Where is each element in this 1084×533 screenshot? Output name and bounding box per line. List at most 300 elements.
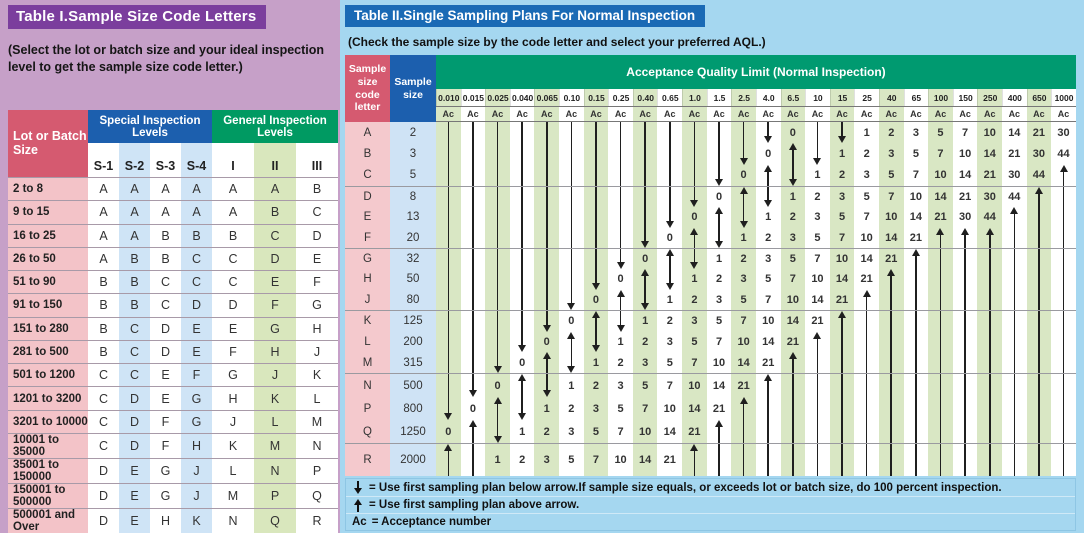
lot-size-cell: 16 to 25	[8, 225, 88, 247]
acceptance-number-cell: 14	[633, 444, 658, 476]
lot-or-batch-size-header: Lot or Batch Size	[8, 110, 88, 177]
down-arrow-icon	[731, 207, 756, 227]
arrow-line	[879, 290, 904, 310]
ac-label: Ac	[461, 107, 486, 121]
arrow-line	[436, 269, 461, 289]
down-arrow-icon	[805, 143, 830, 164]
ac-label: Ac	[633, 107, 658, 121]
legend-row	[346, 479, 1075, 496]
plan-row	[436, 444, 1076, 476]
arrow-line	[436, 122, 461, 143]
down-arrow-icon	[608, 311, 633, 332]
code-letter: B	[363, 147, 372, 160]
acceptance-number-cell: 21	[707, 397, 732, 420]
aql-value-label: 0.25	[608, 89, 633, 106]
lot-size-cell: 150001 to 500000	[8, 484, 88, 508]
ac-label: Ac	[928, 107, 953, 121]
special-inspection-levels-header: Special Inspection Levels	[88, 110, 212, 143]
down-arrow-icon	[352, 481, 364, 494]
code-letter-cell: A	[181, 178, 212, 200]
arrow-line	[1002, 444, 1027, 476]
arrow-line	[879, 420, 904, 443]
arrow-line	[657, 143, 682, 164]
aql-value-label: 0.015	[461, 89, 486, 106]
code-letter-cell: A	[119, 225, 150, 247]
code-letter-cell: G	[212, 364, 254, 386]
arrow-line	[461, 249, 486, 269]
arrow-line	[854, 397, 879, 420]
acceptance-number-cell: 21	[781, 332, 806, 353]
table1-row	[8, 270, 338, 293]
acceptance-number-cell: 30	[1027, 143, 1052, 164]
code-letter-cell: C	[119, 364, 150, 386]
up-arrow-icon	[928, 228, 953, 248]
acceptance-number-cell: 2	[731, 249, 756, 269]
arrow-line	[953, 444, 978, 476]
down-arrow-icon	[485, 420, 510, 443]
arrow-line	[805, 122, 830, 143]
ac-label: Ac	[977, 107, 1002, 121]
acceptance-number-cell: 0	[534, 332, 559, 353]
arrow-line	[805, 374, 830, 397]
arrow-line	[485, 122, 510, 143]
code-letter-cell: D	[150, 341, 181, 363]
down-arrow-icon	[707, 228, 732, 248]
arrow-line	[461, 290, 486, 310]
arrow-line	[1027, 444, 1052, 476]
down-arrow-icon	[510, 332, 535, 353]
code-letter-cell: F	[254, 294, 296, 316]
arrow-line	[854, 444, 879, 476]
arrow-line	[1027, 420, 1052, 443]
up-arrow-icon	[879, 269, 904, 289]
sample-size-value: 3	[409, 147, 417, 160]
arrow-line	[559, 228, 584, 248]
acceptance-number-cell: 10	[633, 420, 658, 443]
table2-panel	[340, 0, 1084, 533]
arrow-line	[485, 290, 510, 310]
arrow-line	[781, 374, 806, 397]
acceptance-number-cell: 10	[707, 352, 732, 373]
ac-label: Ac	[534, 107, 559, 121]
arrow-line	[485, 207, 510, 227]
up-arrow-icon	[756, 165, 781, 186]
aql-value-label: 2.5	[731, 89, 756, 106]
acceptance-number-cell: 10	[731, 332, 756, 353]
down-arrow-icon	[584, 332, 609, 353]
up-arrow-icon	[461, 420, 486, 443]
group-sample-sizes	[390, 249, 436, 310]
arrow-line	[1002, 332, 1027, 353]
aql-header: Acceptance Quality Limit (Normal Inspection)	[436, 55, 1076, 89]
arrow-line	[904, 352, 929, 373]
aql-value-label: 0.40	[633, 89, 658, 106]
arrow-line	[436, 311, 461, 332]
acceptance-number-cell: 7	[879, 187, 904, 207]
code-letter-cell: A	[88, 178, 119, 200]
acceptance-number-cell: 10	[657, 397, 682, 420]
arrow-line	[608, 122, 633, 143]
ac-label: Ac	[1002, 107, 1027, 121]
code-letter-group	[345, 443, 1076, 476]
arrow-line	[1051, 290, 1076, 310]
acceptance-number-cell: 3	[879, 143, 904, 164]
acceptance-number-cell: 0	[485, 374, 510, 397]
lot-size-cell: 51 to 90	[8, 271, 88, 293]
acceptance-number-cell: 7	[953, 122, 978, 143]
acceptance-number-cell: 1	[854, 122, 879, 143]
group-code-letters	[345, 311, 390, 373]
acceptance-number-cell: 0	[657, 228, 682, 248]
down-arrow-icon	[830, 122, 855, 143]
acceptance-number-cell: 14	[707, 374, 732, 397]
table1-row	[8, 508, 338, 533]
arrow-line	[830, 352, 855, 373]
acceptance-number-cell: 21	[756, 352, 781, 373]
up-arrow-icon	[977, 228, 1002, 248]
arrow-line	[830, 444, 855, 476]
ac-label: Ac	[485, 107, 510, 121]
arrow-line	[977, 420, 1002, 443]
arrow-line	[584, 143, 609, 164]
aql-value-label: 0.010	[436, 89, 461, 106]
inspection-level-label-III: III	[296, 143, 338, 177]
down-arrow-icon	[756, 187, 781, 207]
table2-title: Table II.Single Sampling Plans For Normal Inspection	[345, 5, 705, 27]
acceptance-number-cell: 1	[657, 290, 682, 310]
arrow-line	[756, 397, 781, 420]
code-letter-group	[345, 248, 1076, 310]
lot-size-cell: 500001 and Over	[8, 509, 88, 533]
acceptance-number-cell: 2	[608, 352, 633, 373]
inspection-level-label-S-4: S-4	[181, 143, 212, 177]
group-code-letters	[345, 122, 390, 186]
arrow-line	[584, 187, 609, 207]
arrow-line	[928, 374, 953, 397]
sample-size-value: 8	[409, 191, 417, 204]
code-letter-cell: E	[181, 318, 212, 340]
sample-size-value: 2000	[400, 454, 426, 466]
code-letter: K	[363, 315, 372, 328]
group-sample-sizes	[390, 187, 436, 248]
plan-row	[436, 332, 1076, 353]
acceptance-number-cell: 5	[904, 143, 929, 164]
group-sample-sizes	[390, 122, 436, 186]
acceptance-number-cell: 0	[633, 249, 658, 269]
acceptance-number-cell: 44	[1051, 143, 1076, 164]
acceptance-number-cell: 3	[608, 374, 633, 397]
acceptance-number-cell: 0	[461, 397, 486, 420]
plan-row	[436, 249, 1076, 269]
code-letter-cell: D	[212, 294, 254, 316]
plan-row	[436, 165, 1076, 186]
code-letter-cell: B	[254, 201, 296, 223]
acceptance-number-cell: 2	[534, 420, 559, 443]
acceptance-number-cell: 14	[657, 420, 682, 443]
down-arrow-icon	[781, 165, 806, 186]
arrow-line	[485, 311, 510, 332]
acceptance-number-cell: 5	[707, 311, 732, 332]
acceptance-number-cell: 10	[953, 143, 978, 164]
arrow-line	[830, 374, 855, 397]
code-letter-cell: A	[88, 248, 119, 270]
acceptance-number-cell: 5	[633, 374, 658, 397]
aql-value-label: 40	[879, 89, 904, 106]
arrow-line	[584, 165, 609, 186]
arrow-line	[510, 143, 535, 164]
arrow-line	[1051, 207, 1076, 227]
arrow-line	[461, 311, 486, 332]
code-letter-cell: J	[296, 341, 338, 363]
arrow-line	[1027, 397, 1052, 420]
aql-value-label: 4.0	[756, 89, 781, 106]
code-letter: H	[363, 273, 372, 286]
arrow-line	[436, 249, 461, 269]
down-arrow-icon	[559, 290, 584, 310]
acceptance-number-cell: 1	[584, 352, 609, 373]
arrow-line	[534, 228, 559, 248]
arrow-line	[1051, 269, 1076, 289]
acceptance-number-cell: 10	[928, 165, 953, 186]
acceptance-number-cell: 1	[830, 143, 855, 164]
inspection-level-label-II: II	[254, 143, 296, 177]
arrow-line	[436, 165, 461, 186]
table2-header	[345, 55, 1076, 122]
lot-size-cell: 9 to 15	[8, 201, 88, 223]
ac-label: Ac	[707, 107, 732, 121]
table1-row	[8, 340, 338, 363]
arrow-line	[1002, 374, 1027, 397]
arrow-line	[1002, 420, 1027, 443]
up-arrow-icon	[682, 228, 707, 248]
code-letter: L	[364, 336, 371, 348]
code-letter-cell: E	[150, 387, 181, 409]
acceptance-number-cell: 0	[559, 311, 584, 332]
code-letter-cell: D	[119, 434, 150, 458]
acceptance-number-cell: 1	[682, 269, 707, 289]
down-arrow-icon	[584, 269, 609, 289]
acceptance-number-cell: 3	[781, 228, 806, 248]
arrow-line	[1027, 228, 1052, 248]
code-letter-cell: B	[88, 341, 119, 363]
arrow-line	[461, 122, 486, 143]
table1-row	[8, 433, 338, 458]
group-code-letters	[345, 249, 390, 310]
acceptance-number-cell: 21	[854, 269, 879, 289]
code-letter-cell: L	[296, 387, 338, 409]
plan-row	[436, 228, 1076, 248]
code-letter-group	[345, 310, 1076, 373]
arrow-line	[977, 374, 1002, 397]
arrow-line	[830, 420, 855, 443]
acceptance-number-cell: 10	[682, 374, 707, 397]
code-letter-cell: C	[181, 271, 212, 293]
arrow-line	[1002, 352, 1027, 373]
ac-label: Ac	[854, 107, 879, 121]
arrow-line	[1027, 374, 1052, 397]
general-inspection-levels-header: General Inspection Levels	[212, 110, 338, 143]
code-letter-cell: F	[150, 434, 181, 458]
acceptance-number-cell: 14	[805, 290, 830, 310]
acceptance-number-cell: 3	[854, 165, 879, 186]
code-letter-cell: D	[150, 318, 181, 340]
acceptance-number-cell: 7	[707, 332, 732, 353]
aql-value-label: 6.5	[781, 89, 806, 106]
code-letter-cell: B	[150, 248, 181, 270]
arrow-line	[781, 420, 806, 443]
arrow-line	[805, 444, 830, 476]
acceptance-number-cell: 10	[756, 311, 781, 332]
code-letter: N	[363, 379, 372, 392]
code-letter-cell: F	[181, 364, 212, 386]
acceptance-number-cell: 3	[559, 420, 584, 443]
arrow-line	[953, 332, 978, 353]
table1-row	[8, 458, 338, 483]
acceptance-number-cell: 2	[830, 165, 855, 186]
down-arrow-icon	[657, 207, 682, 227]
acceptance-number-cell: 2	[707, 269, 732, 289]
arrow-line	[534, 165, 559, 186]
code-letter-cell: K	[254, 387, 296, 409]
ac-label: Ac	[682, 107, 707, 121]
arrow-line	[510, 290, 535, 310]
code-letter-cell: C	[212, 248, 254, 270]
arrow-line	[879, 444, 904, 476]
acceptance-number-cell: 2	[510, 444, 535, 476]
plan-row	[436, 187, 1076, 207]
acceptance-number-cell: 14	[854, 249, 879, 269]
acceptance-number-cell: 3	[682, 311, 707, 332]
acceptance-number-cell: 44	[977, 207, 1002, 227]
arrow-line	[928, 290, 953, 310]
up-arrow-icon	[756, 374, 781, 397]
acceptance-number-cell: 7	[781, 269, 806, 289]
ac-label: Ac	[436, 107, 461, 121]
up-arrow-icon	[854, 290, 879, 310]
arrow-line	[461, 332, 486, 353]
single-sampling-plans-table	[345, 55, 1076, 476]
acceptance-number-cell: 44	[1027, 165, 1052, 186]
table2-subtitle: (Check the sample size by the code letter and select your preferred AQL.)	[348, 35, 766, 49]
acceptance-number-cell: 21	[879, 249, 904, 269]
arrow-line	[1027, 352, 1052, 373]
ac-label: Ac	[510, 107, 535, 121]
aql-value-label: 0.15	[584, 89, 609, 106]
arrow-line	[928, 332, 953, 353]
code-letter-cell: H	[181, 434, 212, 458]
arrow-line	[485, 332, 510, 353]
up-arrow-icon	[781, 143, 806, 164]
acceptance-number-cell: 7	[904, 165, 929, 186]
group-code-letters	[345, 187, 390, 248]
plan-row	[436, 311, 1076, 332]
acceptance-number-cell: 5	[781, 249, 806, 269]
up-arrow-icon	[352, 499, 364, 512]
aql-value-label: 0.10	[559, 89, 584, 106]
arrow-line	[436, 290, 461, 310]
arrow-line	[510, 207, 535, 227]
arrow-line	[608, 143, 633, 164]
acceptance-number-cell: 10	[854, 228, 879, 248]
down-arrow-icon	[682, 249, 707, 269]
code-letter-cell: D	[119, 411, 150, 433]
code-letter-cell: M	[212, 484, 254, 508]
acceptance-number-cell: 14	[928, 187, 953, 207]
acceptance-number-cell: 14	[977, 143, 1002, 164]
up-arrow-icon	[805, 332, 830, 353]
code-letter: F	[363, 231, 372, 244]
up-arrow-icon	[1027, 187, 1052, 207]
code-letter-cell: B	[88, 271, 119, 293]
arrow-line	[559, 122, 584, 143]
ac-label: Ac	[559, 107, 584, 121]
code-letter: E	[363, 211, 372, 224]
up-arrow-icon	[707, 420, 732, 443]
acceptance-number-cell: 1	[534, 397, 559, 420]
arrow-line	[461, 143, 486, 164]
arrow-line	[879, 374, 904, 397]
plan-row	[436, 143, 1076, 164]
legend-text: = Acceptance number	[371, 516, 492, 528]
acceptance-number-cell: 21	[657, 444, 682, 476]
up-arrow-icon	[436, 444, 461, 476]
acceptance-number-cell: 0	[756, 143, 781, 164]
acceptance-number-cell: 14	[879, 228, 904, 248]
arrow-line	[485, 269, 510, 289]
arrow-line	[633, 165, 658, 186]
arrow-line	[510, 165, 535, 186]
sample-size-value: 13	[406, 211, 420, 224]
code-letter-cell: K	[181, 509, 212, 533]
code-letter-cell: Q	[296, 484, 338, 508]
acceptance-number-cell: 2	[682, 290, 707, 310]
code-letter-cell: E	[254, 271, 296, 293]
code-letter-cell: A	[150, 201, 181, 223]
group-sample-sizes	[390, 444, 436, 476]
code-letter-cell: C	[119, 341, 150, 363]
lot-size-cell: 281 to 500	[8, 341, 88, 363]
code-letter-cell: C	[88, 411, 119, 433]
acceptance-number-cell: 3	[904, 122, 929, 143]
arrow-line	[1051, 228, 1076, 248]
up-arrow-icon	[953, 228, 978, 248]
acceptance-number-cell: 2	[657, 311, 682, 332]
aql-value-label: 0.065	[534, 89, 559, 106]
acceptance-number-cell: 2	[805, 187, 830, 207]
acceptance-number-cell: 10	[977, 122, 1002, 143]
sample-size-code-letter-header: Sample size code letter	[345, 55, 390, 122]
arrow-line	[854, 352, 879, 373]
down-arrow-icon	[461, 374, 486, 397]
table1-row	[8, 363, 338, 386]
acceptance-number-cell: 0	[682, 207, 707, 227]
down-arrow-icon	[559, 352, 584, 373]
up-arrow-icon	[682, 444, 707, 476]
arrow-line	[953, 290, 978, 310]
plan-row	[436, 352, 1076, 373]
arrow-line	[534, 269, 559, 289]
acceptance-number-cell: 44	[1002, 187, 1027, 207]
acceptance-number-cell: 3	[805, 207, 830, 227]
arrow-line	[928, 269, 953, 289]
arrow-line	[1027, 311, 1052, 332]
acceptance-number-cell: 21	[1027, 122, 1052, 143]
arrow-line	[510, 311, 535, 332]
arrow-line	[510, 269, 535, 289]
ac-symbol: Ac	[352, 516, 367, 528]
aql-value-label: 650	[1027, 89, 1052, 106]
acceptance-number-cell: 1	[633, 311, 658, 332]
